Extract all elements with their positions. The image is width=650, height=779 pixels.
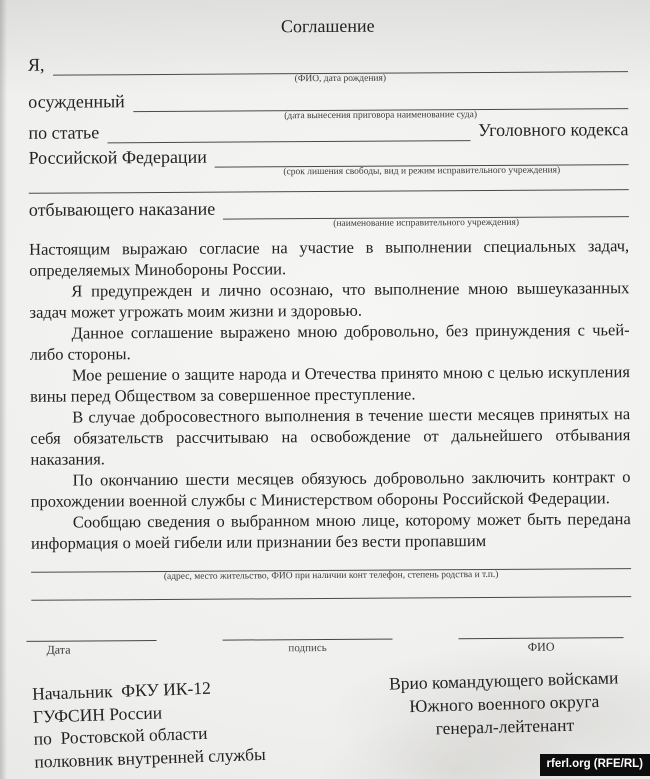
- field-convicted-label: осужденный: [28, 91, 125, 112]
- field-person-caption: (ФИО, дата рождения): [294, 73, 387, 85]
- right-signatory-line: Врио командующего войсками: [388, 667, 619, 694]
- field-article-suffix: Уголовного кодекса: [477, 119, 629, 141]
- field-convicted-caption: (дата вынесения приговора наименование суда): [284, 110, 478, 122]
- field-serving-label: отбывающего наказание: [28, 198, 216, 220]
- paragraph-consent: Настоящим выражаю согласие на участие в выполнении специальных задач, определяемых Минобороны России.: [29, 236, 630, 280]
- left-signatory-line: ГУФСИН России: [32, 701, 163, 727]
- contact-blank-line-1: [31, 568, 631, 582]
- field-serving: [28, 194, 629, 229]
- left-signatory-line: по Ростовской области: [33, 722, 208, 749]
- paragraph-release: В случае добросовестного выполнения в течение шести месяцев принятых на себя обязательств рассчитываю на освобождение от дальнейшего отбывания наказания.: [30, 404, 631, 469]
- paragraph-contact-person: Сообщаю сведения о выбранном мною лице, которому может быть передана информация о моей гибели или признании без вести пропавшим: [30, 509, 631, 553]
- paragraph-warning: Я предупрежден и лично осознаю, что выполнение мною вышеуказанных задач может угрожать моим жизни и здоровью.: [29, 278, 630, 322]
- paragraph-contract: По окончанию шести месяцев обязуюсь добровольно заключить контракт о прохождении военной службы с Министерством обороны Российской Федерации.: [30, 467, 631, 511]
- left-signatory: [32, 675, 266, 773]
- field-federation-caption: (срок лишения свободы, вид и режим исправительного учреждения): [283, 165, 561, 178]
- field-convicted: [28, 86, 628, 122]
- field-article: [28, 117, 628, 144]
- field-serving-caption: (наименование исправительного учреждения): [333, 217, 520, 229]
- field-person-label: Я,: [27, 54, 45, 75]
- left-signatory-line: Начальник ФКУ ИК-12: [31, 677, 212, 704]
- field-convicted-blank: [133, 86, 629, 122]
- contact-blank-line-2: [31, 596, 631, 601]
- signature-sign: [223, 639, 393, 656]
- field-serving-blank: [223, 194, 629, 229]
- signature-name: [459, 637, 624, 654]
- right-signatory-line: Южного военного округа: [408, 690, 600, 717]
- signature-date: [27, 640, 157, 657]
- blank-line-full: [29, 189, 629, 194]
- field-person-blank: [52, 49, 628, 85]
- contact-caption: (адрес, место жительство, ФИО при наличии конт телефон, степень родства и т.п.): [163, 569, 499, 582]
- field-article-label: по статье: [28, 122, 100, 143]
- left-signatory-line: полковник внутренней службы: [34, 743, 267, 772]
- rferl-watermark: rferl.org (RFE/RL): [540, 754, 650, 776]
- signature-date-label: Дата: [46, 642, 71, 657]
- right-signatory-line: генерал-лейтенант: [435, 714, 575, 739]
- field-federation-label: Российской Федерации: [28, 146, 207, 168]
- document-title: Соглашение: [280, 15, 375, 37]
- field-federation: [28, 142, 629, 178]
- field-person: [27, 49, 628, 85]
- signature-name-label: ФИО: [527, 639, 555, 654]
- signature-row: [32, 637, 632, 657]
- field-article-blank: [107, 118, 470, 143]
- paragraph-voluntary: Данное соглашение выражено мною добровольно, без принуждения с чьей- либо стороны.: [29, 320, 630, 364]
- field-federation-blank: [215, 142, 629, 178]
- signature-sign-label: подпись: [288, 641, 327, 655]
- paragraph-motivation: Мое решение о защите народа и Отечества принято мною с целью искупления вины перед Обществом за совершенное преступление.: [29, 362, 630, 406]
- contact-person-section: [31, 568, 631, 601]
